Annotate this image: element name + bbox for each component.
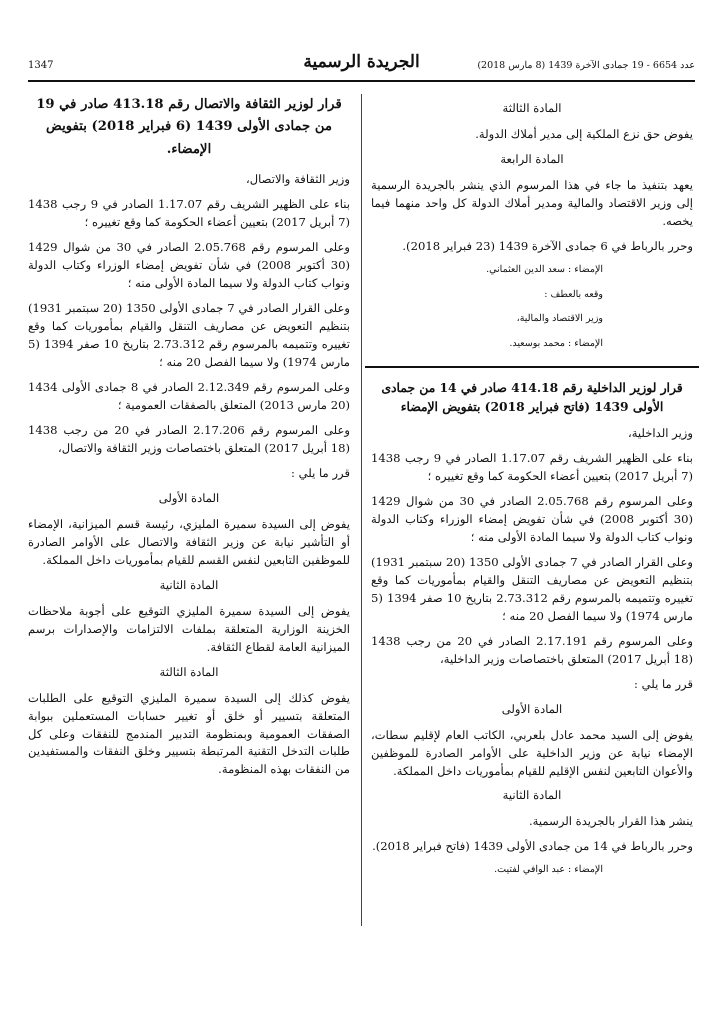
decision-title: قرار لوزير الداخلية رقم 414.18 صادر في 14 من جمادى الأولى 1439 (فاتح فبراير 2018) بتفويض الإمضاء bbox=[381, 379, 683, 415]
minister-line: وزير الداخلية، bbox=[627, 426, 693, 440]
article-heading: المادة الرابعة bbox=[500, 151, 564, 166]
countersign-role: وزير الاقتصاد والمالية، bbox=[516, 313, 603, 325]
article-heading: المادة الأولى bbox=[501, 701, 563, 716]
countersign-name: الإمضاء : محمد بوسعيد. bbox=[509, 337, 603, 349]
article-text: يفوض حق نزع الملكية إلى مدير أملاك الدولة. bbox=[475, 126, 693, 141]
recital: وعلى القرار الصادر في 7 جمادى الأولى 1350 (20 سبتمبر 1931) بتنظيم التعويض عن مصاريف التنقل والقيام بمأموريات كما وقع تغييره وتتميمه بالمرسوم رقم 2.73.312 بتاريخ 10 صفر 1394 (5 مارس 1974) ولا سيما الفصل 20 منه ؛ bbox=[28, 301, 350, 370]
recital: وعلى المرسوم رقم 2.17.206 الصادر في 20 من رجب 1438 (18 أبريل 2017) المتعلق باختصاصات وزير الثقافة والاتصال، bbox=[28, 422, 350, 455]
decision-title: قرار لوزير الثقافة والاتصال رقم 413.18 صادر في 19 من جمادى الأولى 1439 (6 فبراير 2018) بتفويض الإمضاء. bbox=[36, 97, 342, 157]
recital: وعلى المرسوم رقم 2.12.349 الصادر في 8 جمادى الأولى 1434 (20 مارس 2013) المتعلق بالصفقات العمومية ؛ bbox=[28, 380, 350, 412]
issue-info: عدد 6654 - 19 جمادى الآخرة 1439 (8 مارس 2018) bbox=[477, 60, 695, 71]
article-text: يفوض إلى السيدة سميرة المليزي، رئيسة قسم الميزانية، الإمضاء أو التأشير نيابة عن وزير الثقافة والاتصال على الأوامر الصادرة للموظفين التابعين لنفس القسم للقيام بمأموريات داخل المملكة. bbox=[28, 516, 350, 567]
left-column bbox=[28, 94, 350, 786]
recital: بناء على الظهير الشريف رقم 1.17.07 الصادر في 9 رجب 1438 (7 أبريل 2017) بتعيين أعضاء الحكومة كما وقع تغييره ؛ bbox=[28, 197, 350, 230]
done-at: وحرر بالرباط في 14 من جمادى الأولى 1439 (فاتح فبراير 2018). bbox=[372, 839, 693, 854]
article-text: يفوض إلى السيد محمد عادل بلعربي، الكاتب العام لإقليم سطات، الإمضاء نيابة عن وزير الداخلية على الأوامر الصادرة للموظفين والأعوان التابعين لنفس الإقليم للقيام بمأموريات داخل المملكة. bbox=[371, 727, 693, 778]
recital: وعلى المرسوم رقم 2.05.768 الصادر في 30 من شوال 1429 (30 أكتوبر 2008) في شأن تفويض إمضاء الوزراء وكتاب الدولة ونواب كتاب الدولة ولا سيما المادة الأولى منه ؛ bbox=[28, 240, 350, 291]
recital: وعلى المرسوم رقم 2.17.191 الصادر في 20 من رجب 1438 (18 أبريل 2017) المتعلق باختصاصات وزير الداخلية، bbox=[371, 633, 693, 666]
article-heading: المادة الأولى bbox=[158, 490, 220, 505]
article-text: ينشر هذا القرار بالجريدة الرسمية. bbox=[529, 814, 693, 829]
countersign-label: وقعه بالعطف : bbox=[544, 288, 603, 300]
signature: الإمضاء : سعد الدين العثماني. bbox=[486, 263, 603, 275]
recital: وعلى القرار الصادر في 7 جمادى الأولى 1350 (20 سبتمبر 1931) بتنظيم التعويض عن مصاريف التنقل والقيام بمأموريات كما وقع تغييره وتتميمه بالمرسوم رقم 2.73.312 بتاريخ 10 صفر 1394 (5 مارس 1974) ولا سيما الفصل 20 منه ؛ bbox=[371, 554, 693, 623]
recital: وعلى المرسوم رقم 2.05.768 الصادر في 30 من شوال 1429 (30 أكتوبر 2008) في شأن تفويض إمضاء الوزراء وكتاب الدولة ونواب كتاب الدولة ولا سيما المادة الأولى منه ؛ bbox=[371, 493, 693, 544]
article-text: يعهد بتنفيذ ما جاء في هذا المرسوم الذي ينشر بالجريدة الرسمية إلى وزير الاقتصاد والمالية ومدير أملاك الدولة كل واحد منهما فيما يخصه. bbox=[371, 177, 693, 228]
article-text: يفوض إلى السيدة سميرة المليزي التوقيع على أجوبة ملاحظات الخزينة الوزارية المتعلقة بملفات الالتزامات والإصدارات برسم الميزانية العامة لقطاع الثقافة. bbox=[28, 603, 350, 654]
article-heading: المادة الثانية bbox=[502, 788, 562, 803]
page-number: 1347 bbox=[28, 60, 54, 71]
article-text: يفوض كذلك إلى السيدة سميرة المليزي التوقيع على الطلبات المتعلقة بتسيير أو خلق أو تغيير حسابات المستعملين ببوابة الصفقات العمومية وبمنظومة التدبير المندمج للنفقات وعلى كل طلبات التدخل التقنية المرتبطة بتسيير وخلق النفقات والمستفيدين من النفقات بهذه المنظومة. bbox=[28, 690, 350, 777]
article-heading: المادة الثانية bbox=[159, 577, 219, 592]
section-separator bbox=[365, 366, 699, 368]
minister-line: وزير الثقافة والاتصال، bbox=[245, 172, 350, 187]
signature: الإمضاء : عبد الوافي لفتيت. bbox=[494, 864, 603, 876]
page-header bbox=[28, 52, 695, 82]
decided-line: قرر ما يلي : bbox=[634, 676, 693, 691]
journal-title: الجريدة الرسمية bbox=[303, 52, 420, 72]
decided-line: قرر ما يلي : bbox=[291, 465, 350, 480]
done-at: وحرر بالرباط في 6 جمادى الآخرة 1439 (23 فبراير 2018). bbox=[402, 238, 693, 253]
article-heading: المادة الثالثة bbox=[502, 101, 562, 115]
article-heading: المادة الثالثة bbox=[159, 664, 219, 679]
recital: بناء على الظهير الشريف رقم 1.17.07 الصادر في 9 رجب 1438 (7 أبريل 2017) بتعيين أعضاء الحكومة كما وقع تغييره ؛ bbox=[371, 450, 693, 483]
right-column bbox=[371, 94, 693, 888]
column-divider bbox=[361, 94, 362, 926]
